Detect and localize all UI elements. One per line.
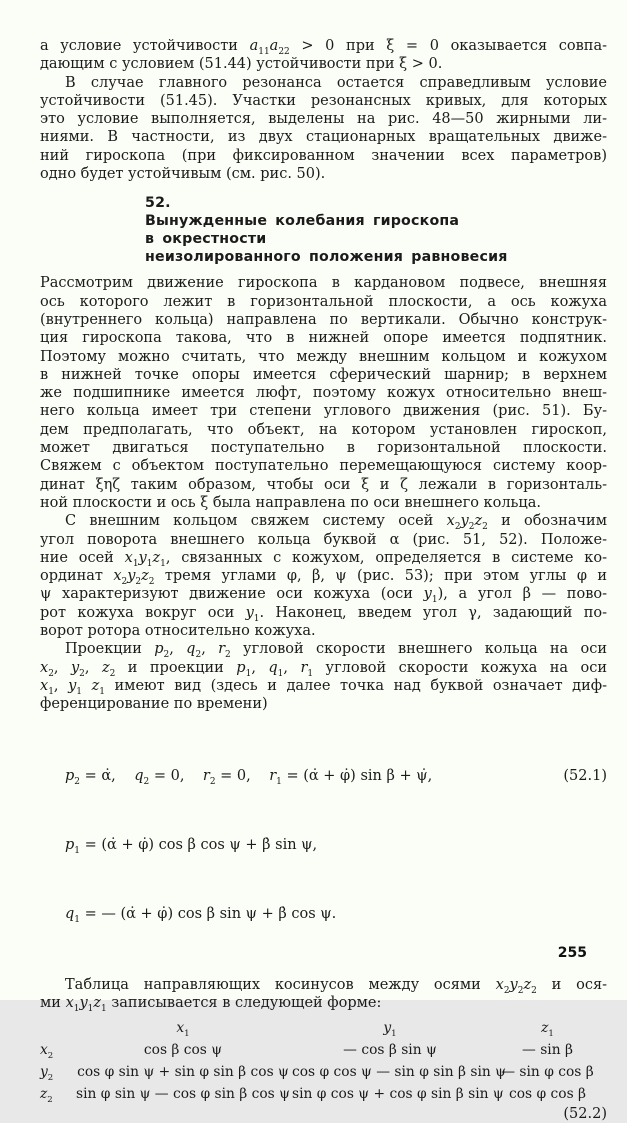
table-cell-x2-y1: — cos β sin ψ xyxy=(343,1042,437,1059)
table-row-label-x2: $x_2$ xyxy=(40,1042,54,1061)
table-row-label-y2: $y_2$ xyxy=(40,1064,54,1083)
text-line: же подшипнике имеется люфт, поэтому кожух относительно внеш- xyxy=(40,385,607,402)
equation-52-1-line3: $q_1$ = — (α̇ + φ̇) cos β sin ψ + β̇ cos ψ. xyxy=(65,905,337,925)
text-line: ворот ротора относительно кожуха. xyxy=(40,623,316,640)
table-cell-z2-y1: sin φ cos ψ + cos φ sin β sin ψ xyxy=(292,1086,504,1103)
text-line: Рассмотрим движение гироскопа в кардановом подвесе, внешняя xyxy=(40,275,607,292)
equation-52-1-line1: $p_2$ = α̇, $q_2 = 0$, $r_2 = 0$, $r_1$ = (α̇ + φ̇) sin β + ψ̇, xyxy=(65,767,433,787)
text-line: Свяжем с объектом поступательно перемещающуюся систему коор- xyxy=(40,458,607,475)
text-line: а условие устойчивости $a_{11}a_{22} > 0$ при ξ = 0 оказывается совпа- xyxy=(40,38,607,57)
table-cell-y2-z1: — sin φ cos β xyxy=(501,1064,594,1081)
section-heading-52 xyxy=(145,194,607,266)
paragraph-gimbal-description xyxy=(40,274,607,512)
table-cell-x2-x1: cos β cos ψ xyxy=(143,1042,223,1059)
text-line: В случае главного резонанса остается справедливым условие xyxy=(65,74,607,91)
paragraph-outer-ring-axes xyxy=(40,512,607,640)
text-line: ференцирование по времени) xyxy=(40,696,268,713)
text-line: $x_2$, $y_2$, $z_2$ и проекции $p_1$, $q_1$, $r_1$ угловой скорости кожуха на оси xyxy=(40,659,608,679)
text-line: Таблица направляющих косинусов между осями $x_2y_2z_2$ и ося- xyxy=(65,976,607,996)
text-line: Поэтому можно считать, что между внешним кольцом и кожухом xyxy=(40,348,607,365)
table-cell-x2-z1: — sin β xyxy=(522,1042,573,1059)
text-line: С внешним кольцом свяжем систему осей $x_2y_2z_2$ и обозначим xyxy=(65,513,607,533)
text-line: него кольца имеет три степени углового движения (рис. 51). Бу- xyxy=(40,403,607,420)
table-cell-z2-z1: cos φ cos β xyxy=(508,1086,587,1103)
equation-52-2-number: (52.2) xyxy=(563,1106,607,1123)
text-column xyxy=(40,37,607,1123)
text-line: ниями. В частности, из двух стационарных вращательных движе- xyxy=(40,129,607,146)
text-line: дающим с условием (51.44) устойчивости при ξ > 0. xyxy=(40,56,443,73)
text-line: неизолированного положения равновесия xyxy=(145,249,508,266)
table-header-y1: $y_1$ xyxy=(383,1020,397,1039)
text-line: в окрестности xyxy=(145,231,267,248)
table-header-z1: $z_1$ xyxy=(541,1020,554,1039)
paragraph-cosine-table-intro xyxy=(40,976,607,1013)
table-cell-y2-y1: cos φ cos ψ — sin φ sin β sin ψ xyxy=(292,1064,506,1081)
paragraph-angular-velocity-projections xyxy=(40,640,607,713)
text-line: это условие выполняется, выделены на рис. 48—50 жирными ли- xyxy=(40,111,607,128)
text-line: дем предполагать, что объект, на котором установлен гироскоп, xyxy=(40,421,607,438)
text-line: Вынужденные колебания гироскопа xyxy=(145,213,460,230)
text-line: динат ξηζ таким образом, чтобы оси ξ и ζ лежали в горизонталь- xyxy=(40,476,607,493)
text-line: Проекции $p_2$, $q_2$, $r_2$ угловой скорости внешнего кольца на оси xyxy=(65,641,608,661)
table-row-label-z2: $z_2$ xyxy=(40,1086,53,1105)
equation-row-1 xyxy=(65,765,607,788)
table-header-x1: $x_1$ xyxy=(176,1020,190,1039)
equation-block-52-1 xyxy=(40,719,607,972)
text-line: может двигаться поступательно в горизонтальной плоскости. xyxy=(40,440,607,457)
text-line: ми $x_1y_1z_1$ записывается в следующей форме: xyxy=(40,994,382,1014)
text-line: ось которого лежит в горизонтальной плоскости, а ось кожуха xyxy=(40,293,607,310)
table-cell-y2-x1: cos φ sin ψ + sin φ sin β cos ψ xyxy=(77,1064,289,1081)
text-line: 52. xyxy=(145,195,171,212)
text-line: рот кожуха вокруг оси $y_1$. Наконец, введем угол γ, задающий по- xyxy=(40,604,607,624)
text-line: ψ характеризуют движение оси кожуха (оси $y_1$), а угол β — пово- xyxy=(40,586,607,606)
text-line: (внутреннего кольца) направлена по вертикали. Обычно конструк- xyxy=(40,311,607,328)
page-number: 255 xyxy=(557,945,587,961)
table-cell-z2-x1: sin φ sin ψ — cos φ sin β cos ψ xyxy=(76,1086,290,1103)
table-corner-cell xyxy=(40,1017,74,1039)
text-line: в нижней точке опоры имеется сферический шарнир; в верхнем xyxy=(40,366,607,383)
equation-52-1-number: (52.1) xyxy=(563,767,607,784)
text-line: ние осей $x_1y_1z_1$, связанных с кожухом, определяется в системе ко- xyxy=(40,549,607,569)
text-line: $x_1$, $y_1$ $z_1$ имеют вид (здесь и далее точка над буквой означает диф- xyxy=(40,677,608,697)
text-line: ция гироскопа такова, что в нижней опоре имеется подпятник. xyxy=(40,330,607,347)
equation-52-1-line2: $p_1$ = (α̇ + φ̇) cos β cos ψ + β̇ sin ψ, xyxy=(65,836,318,856)
direction-cosine-table xyxy=(40,1017,607,1105)
text-line: ний гироскопа (при фиксированном значении всех параметров) xyxy=(40,147,607,164)
text-line: устойчивости (51.45). Участки резонансных кривых, для которых xyxy=(40,92,607,109)
text-line: ординат $x_2y_2z_2$ тремя углами φ, β, ψ (рис. 53); при этом углы φ и xyxy=(40,568,608,588)
text-line: одно будет устойчивым (см. рис. 50). xyxy=(40,166,326,183)
text-line: угол поворота внешнего кольца буквой α (рис. 51, 52). Положе- xyxy=(40,531,607,548)
paragraph-stability-continuation xyxy=(40,37,607,74)
paragraph-main-resonance xyxy=(40,74,607,184)
text-line: ной плоскости и ось ξ была направлена по оси внешнего кольца. xyxy=(40,494,542,511)
